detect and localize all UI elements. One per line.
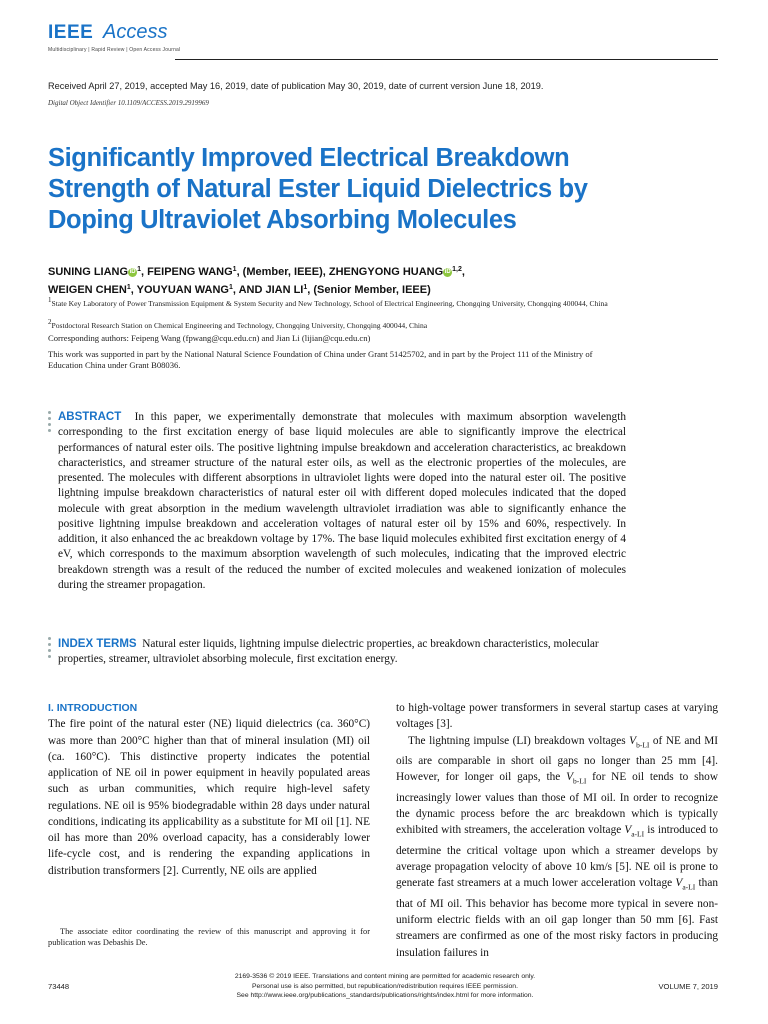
author-name: , (Senior Member, IEEE) (307, 284, 431, 296)
intro-paragraph: to high-voltage power transformers in several startup cases at varying voltages [3]. (396, 702, 718, 731)
abstract-text: In this paper, we experimentally demonstrate that molecules with maximum absorption wavelength corresponding to the first excitation energy of base liquid molecules are able to significantly improve the electrical performances of natural ester oils. The positive lightning impulse breakdown and acceleration characteristics, ac breakdown characteristics, and streamer structure of the natural ester oils, as well as the electronic properties of the molecules, are presented. The molecules with different absorptions in ultraviolet lights were doped into the natural ester oil. The positive lightning impulse breakdown characteristics of natural ester oil with different doped molecules indicated that the doped molecule with great absorption in the medium wavelength ultraviolet irradiation was able to significantly enhance the positive lightning impulse breakdown and acceleration voltages of natural ester oil by 15% and 60%, respectively. In addition, it also enhanced the ac breakdown voltage by 17%. The base liquid molecules exhibited first excitation energy of 4 eV, which corresponds to the maximum absorption wavelength of such molecules, indicating that the improved electric breakdown strength was a result of the reduced the number of excited molecules and weakened ionization of molecules during the streamer propagation. (58, 411, 626, 591)
author-name: SUNING LIANG (48, 266, 129, 278)
abstract-marker-icon (48, 411, 52, 435)
orcid-icon[interactable]: iD (444, 269, 451, 275)
volume-info: VOLUME 7, 2019 (658, 982, 718, 991)
ieee-logo-text: IEEE (48, 22, 94, 43)
abstract (58, 410, 626, 593)
intro-right-column (396, 700, 718, 961)
author-list: SUNING LIANG iD $^1$, FEIPENG WANG$^1$, (Member, IEEE), ZHENGYONG HUANG iD $^{1,2}$, WEIGEN CHEN$^1$, YOUYUAN WANG$^1$, AND JIAN $LI^1$, (Senior Member, IEEE) (48, 266, 465, 296)
funding-statement: This work was supported in part by the National Natural Science Foundation of China under Grant 51425702, and in part by the Project 111 of the Ministry of Education China under Grant B08036. (48, 349, 593, 370)
access-logo-text: Access (103, 21, 168, 43)
intro-paragraph: The fire point of the natural ester (NE) liquid dielectrics (ca. 360°C) was more than 200°C higher than that of mineral insulation (MI) oil (ca. 160°C). This distinctive property indicates the potential application of NE oil in power equipment in heavily populated areas such as urban communities, which require high-level safety regulations. NE oil is 95% biodegradable within 28 days under natural conditions, indicating its applicability as a substitute for MI oil [1]. NE oil has more than 20% overload capacity, has a considerably lower life-cycle cost, and is rendering the expanding applications in distribution transformers [2]. Currently, NE oils are applied (48, 718, 370, 877)
publication-dates: Received April 27, 2019, accepted May 16, 2019, date of publication May 30, 2019, date of current version June 18, 2019. (48, 81, 544, 91)
index-terms-text: Natural ester liquids, lightning impulse dielectric properties, ac breakdown characteristics, molecular properties, streamer, ultraviolet absorbing molecule, first excitation energy. (58, 638, 599, 666)
author-name: , AND JIAN LI (232, 284, 304, 296)
author-name: , YOUYUAN WANG (130, 284, 229, 296)
page-number: 73448 (48, 982, 70, 991)
intro-paragraph: The lightning impulse (LI) breakdown voltages $V_{b-LI}$ of NE and MI oils are comparable in short oil gaps no longer than 25 mm [4]. However, for longer oil gaps, the $V_{b-LI}$ for NE oil tends to show increasingly lower values than those of MI oil. In order to recognize the dynamic process before the arc breakdown which is typically exhibited with streamers, the acceleration voltage $V_{a-LI}$ is introduced to determine the critical voltage upon which a streamer develops by average propagation velocity of above 10 km/s [5]. NE oil is prone to generate fast streamers at a much lower acceleration voltage $V_{a-LI}$ than that of MI oil. This behavior has become more typical in severe non-uniform electric fields with an oil gap longer than 50 mm [6]. Fast streamers are confirmed as one of the most risky factors in producing insulation failures in (396, 734, 718, 959)
section-heading: I. INTRODUCTION (48, 702, 138, 714)
index-terms (58, 637, 626, 668)
corresponding-authors: Corresponding authors: Feipeng Wang (fpwang@cqu.edu.cn) and Jian Li (lijian@cqu.edu.cn) (48, 333, 371, 343)
index-terms-marker-icon (48, 637, 52, 661)
rights-link[interactable]: See http://www.ieee.org/publications_standards/publications/rights/index.html for more information. (236, 992, 534, 999)
author-name: WEIGEN CHEN (48, 284, 127, 296)
affiliation-1: 1State Key Laboratory of Power Transmission Equipment & System Security and New Technology, School of Electrical Engineering, Chongqing University, Chongqing 400044, China (48, 296, 608, 308)
author-name: , FEIPENG WANG (140, 266, 233, 278)
header-rule (175, 59, 718, 60)
index-terms-label: INDEX TERMS (58, 638, 137, 650)
logo-tagline: Multidisciplinary | Rapid Review | Open Access Journal (48, 47, 181, 53)
doi: Digital Object Identifier 10.1109/ACCESS.2019.2919969 (48, 99, 209, 107)
orcid-icon[interactable]: iD (129, 269, 136, 275)
abstract-label: ABSTRACT (58, 411, 122, 423)
author-name: , (Member, IEEE), ZHENGYONG HUANG (236, 266, 444, 278)
editor-footnote: The associate editor coordinating the review of this manuscript and approving it for publication was Debashis De. (48, 927, 370, 947)
paper-title: Significantly Improved Electrical Breakdown Strength of Natural Ester Liquid Dielectrics by Doping Ultraviolet Absorbing Molecules (48, 144, 588, 234)
copyright-notice: 2169-3536 © 2019 IEEE. Translations and content mining are permitted for academic research only. Personal use is also permitted, but republication/redistribution requires IEEE permission. See http://www.ieee.org/publications_standards/publications/rights/index.html for more information. (190, 972, 580, 1001)
affiliation-2: 2Postdoctoral Research Station on Chemical Engineering and Technology, Chongqing University, Chongqing 400044, China (48, 318, 428, 330)
intro-left-column (48, 700, 370, 879)
